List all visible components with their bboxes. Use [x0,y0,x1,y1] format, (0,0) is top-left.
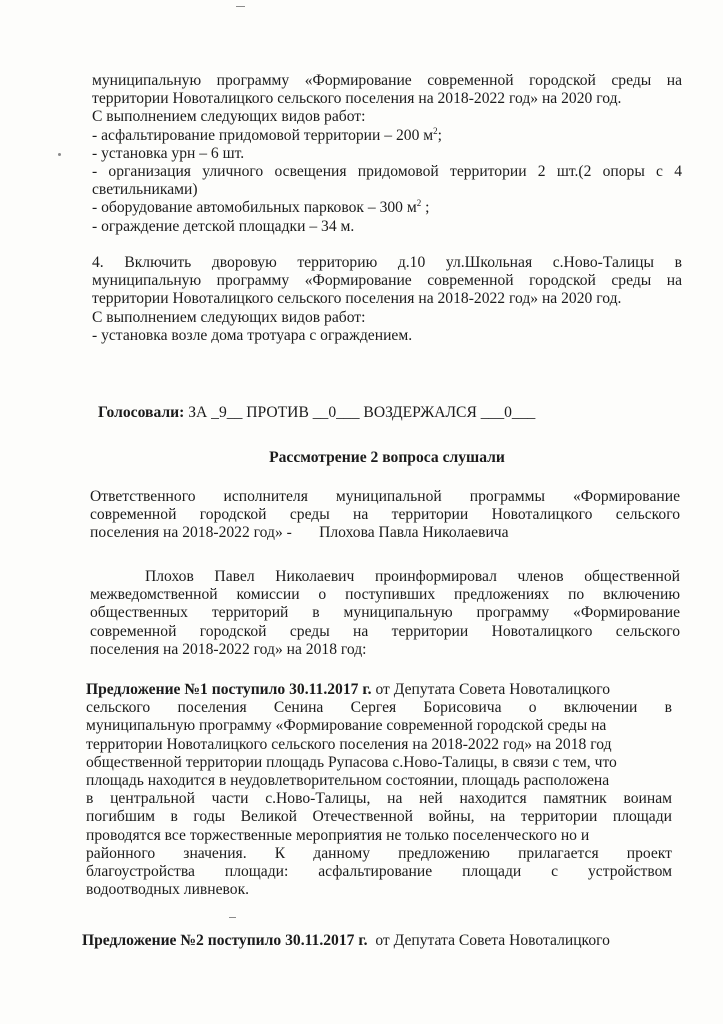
proposal-1-heading: Предложение №1 поступило 30.11.2017 г. [86,681,372,698]
text-line: Плохов Павел Николаевич проинформировал членов общественной [145,568,680,585]
text-line: С выполнением следующих видов работ: [92,308,366,326]
item3-continuation [92,72,682,236]
text-line: муниципальную программу «Формирование современной городской среды на [92,72,682,89]
text-line: общественной территории площадь Рупасова с.Ново-Талицы, в связи с тем, что [86,753,617,771]
work-item-lighting-cont: светильниками) [92,181,198,199]
text-line: территории Новоталицкого сельского поселения на 2018-2022 год» на 2018 год [86,735,612,753]
text-line: территории Новоталицкого сельского поселения на 2018-2022 год» на 2020 год. [92,90,622,108]
text-line: сельского поселения Сенина Сергея Борисовича о включении в [86,699,672,717]
vote-result [98,404,658,422]
scan-mark [229,917,236,918]
text-line: благоустройства площади: асфальтирование площади с устройством [86,863,672,881]
text-line: проводятся все торжественные мероприятия не только поселенческого но и [86,826,590,844]
text-line: в центральной части с.Ново-Талицы, на ней находится памятник воинам [86,790,672,808]
text-line: районного значения. К данному предложению прилагается проект [86,844,672,862]
text-line: поселения на 2018-2022 год» на 2018 год: [90,640,367,658]
scan-mark [58,153,61,156]
text-line: водоотводных ливневок. [86,881,250,899]
proposal-1: Предложение №1 поступило 30.11.2017 г. от Депутата Совета Новоталицкого сельского поселения Сенина Сергея Борисовича о включении в муниципальную программу «Формирование современной городской среды на территории Новоталицкого сельского поселения на 2018-2022 год» на 2018 год общественной территории площадь Рупасова с.Ново-Талицы, в связи с тем, что площадь находится в неудовлетворительном состоянии, площадь расположена в центральной части с.Ново-Талицы, на ней находится памятник воинам погибшим в годы Великой Отечественной войны, на территории площади проводятся все торжественные мероприятия не только поселенческого но и районного значения. К данному предложению прилагается проект благоустройства площади: асфальтирование площади с устройством водоотводных ливневок. [86,681,672,899]
text-line: территории Новоталицкого сельского поселения на 2018-2022 год» на 2020 год. [92,290,622,308]
proposal-2-heading: Предложение №2 поступило 30.11.2017 г. [82,932,368,949]
vote-label: Голосовали: [98,404,185,421]
responsible-executor [90,488,680,543]
work-item-fence: - ограждение детской площадки – 34 м. [92,217,355,235]
item4 [92,254,682,345]
text-line: межведомственной комиссии о поступивших предложениях по включению [90,586,680,604]
proposal-2: Предложение №2 поступило 30.11.2017 г. от Депутата Совета Новоталицкого [82,932,610,949]
work-item-parking: - оборудование автомобильных парковок – 300 $м^2$ ; [92,198,430,217]
vote-text: ЗА _9__ ПРОТИВ __0___ ВОЗДЕРЖАЛСЯ ___0___ [184,404,536,421]
informed-paragraph [90,568,680,659]
text-line: площадь находится в неудовлетворительном состоянии, площадь расположена [86,772,610,790]
text-line: 4. Включить дворовую территорию д.10 ул.Школьная с.Ново-Талицы в [92,254,682,271]
text-line: общественных территорий в муниципальную программу «Формирование [90,604,680,622]
text-line: современной городской среды на территории Новоталицкого сельского [90,622,680,640]
work-item-asphalt: - асфальтирование придомовой территории – 200 $м^2$; [92,125,442,144]
text-line: погибшим в годы Великой Отечественной войны, на территории площади [86,808,672,826]
work-item-lighting: - организация уличного освещения придомовой территории 2 шт.(2 опоры с 4 [92,163,682,181]
text-line: современной городской среды на территории Новоталицкого сельского [90,506,680,524]
text-line: муниципальную программу «Формирование современной городской среды на [86,717,607,735]
text-line: С выполнением следующих видов работ: [92,108,366,126]
text-line: поселения на 2018-2022 год» - Плохова Павла Николаевича [90,524,509,542]
section-title: Рассмотрение 2 вопроса слушали [269,449,505,466]
text-line: Ответственного исполнителя муниципальной программы «Формирование [90,488,680,505]
text-line: муниципальную программу «Формирование современной городской среды на [92,272,682,290]
scan-mark [236,6,245,7]
work-item-urns: - установка урн – 6 шт. [92,144,245,162]
text-line: - установка возле дома тротуара с ограждением. [92,326,413,344]
